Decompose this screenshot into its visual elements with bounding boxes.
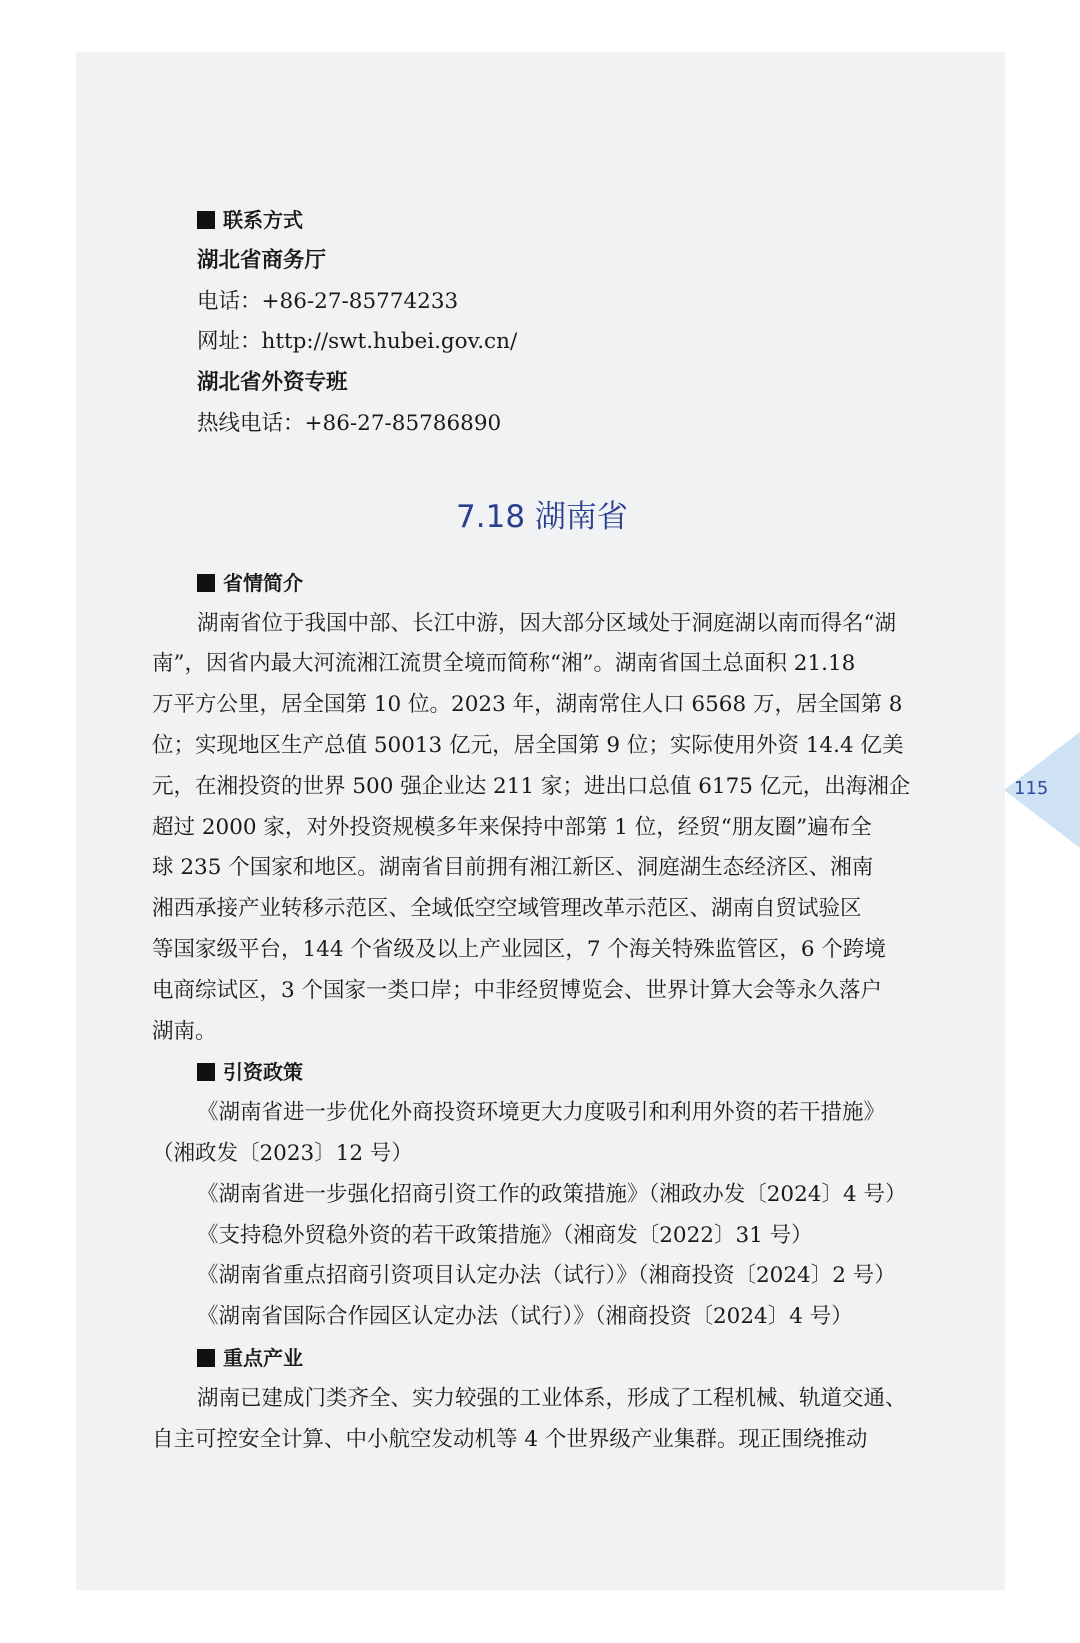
contact-hotline: 热线电话：+86-27-85786890 — [197, 410, 502, 436]
industry-line: 湖南已建成门类齐全、实力较强的工业体系，形成了工程机械、轨道交通、 — [197, 1385, 907, 1411]
intro-line: 位；实现地区生产总值 50013 亿元，居全国第 9 位；实际使用外资 14.4 亿美 — [152, 732, 904, 758]
contact-heading: 联系方式 — [152, 200, 932, 241]
contact-website: 网址：http://swt.hubei.gov.cn/ — [197, 329, 518, 355]
intro-line: 等国家级平台，144 个省级及以上产业园区，7 个海关特殊监管区，6 个跨境 — [152, 936, 886, 962]
intro-line: 元，在湘投资的世界 500 强企业达 211 家；进出口总值 6175 亿元，出海湘企 — [152, 773, 911, 799]
section-title: 7.18 湖南省 — [456, 498, 628, 535]
page-number: 115 — [1014, 778, 1049, 799]
intro-line: 湘西承接产业转移示范区、全域低空空域管理改革示范区、湖南自贸试验区 — [152, 896, 862, 922]
policy-item: 《湖南省进一步优化外商投资环境更大力度吸引和利用外资的若干措施》 — [197, 1100, 886, 1126]
contact-org-2: 湖北省外资专班 — [197, 370, 348, 396]
intro-paragraph — [152, 604, 932, 1053]
square-bullet-icon — [197, 211, 215, 229]
policy-item: 《湖南省国际合作园区认定办法（试行）》（湘商投资〔2024〕4 号） — [197, 1304, 853, 1330]
policy-heading: 引资政策 — [152, 1052, 932, 1093]
contact-phone: 电话：+86-27-85774233 — [197, 288, 459, 314]
industry-line: 自主可控安全计算、中小航空发动机等 4 个世界级产业集群。现正围绕推动 — [152, 1426, 868, 1452]
square-bullet-icon — [197, 574, 215, 592]
policy-item: 《湖南省进一步强化招商引资工作的政策措施》（湘政办发〔2024〕4 号） — [197, 1181, 907, 1207]
intro-line: 超过 2000 家，对外投资规模多年来保持中部第 1 位，经贸“朋友圈”遍布全 — [152, 814, 872, 840]
square-bullet-icon — [197, 1063, 215, 1081]
intro-line: 湖南。 — [152, 1018, 217, 1044]
contact-org-1: 湖北省商务厅 — [197, 247, 327, 273]
intro-line: 球 235 个国家和地区。湖南省目前拥有湘江新区、洞庭湖生态经济区、湘南 — [152, 855, 874, 881]
document-body — [152, 200, 932, 1460]
policy-list — [152, 1093, 932, 1338]
policy-item-continued: （湘政发〔2023〕12 号） — [152, 1140, 413, 1166]
policy-item: 《支持稳外贸稳外资的若干政策措施》（湘商发〔2022〕31 号） — [197, 1222, 813, 1248]
intro-line: 电商综试区，3 个国家一类口岸；中非经贸博览会、世界计算大会等永久落户 — [152, 977, 883, 1003]
square-bullet-icon — [197, 1349, 215, 1367]
intro-line: 万平方公里，居全国第 10 位。2023 年，湖南常住人口 6568 万，居全国第 8 — [152, 692, 903, 718]
intro-heading: 省情简介 — [152, 563, 932, 604]
industry-paragraph — [152, 1379, 932, 1461]
intro-line: 南”，因省内最大河流湘江流贯全境而简称“湘”。湖南省国土总面积 21.18 — [152, 651, 856, 677]
policy-item: 《湖南省重点招商引资项目认定办法（试行）》（湘商投资〔2024〕2 号） — [197, 1263, 896, 1289]
industry-heading: 重点产业 — [152, 1338, 932, 1379]
intro-line: 湖南省位于我国中部、长江中游，因大部分区域处于洞庭湖以南而得名“湖 — [197, 610, 896, 636]
